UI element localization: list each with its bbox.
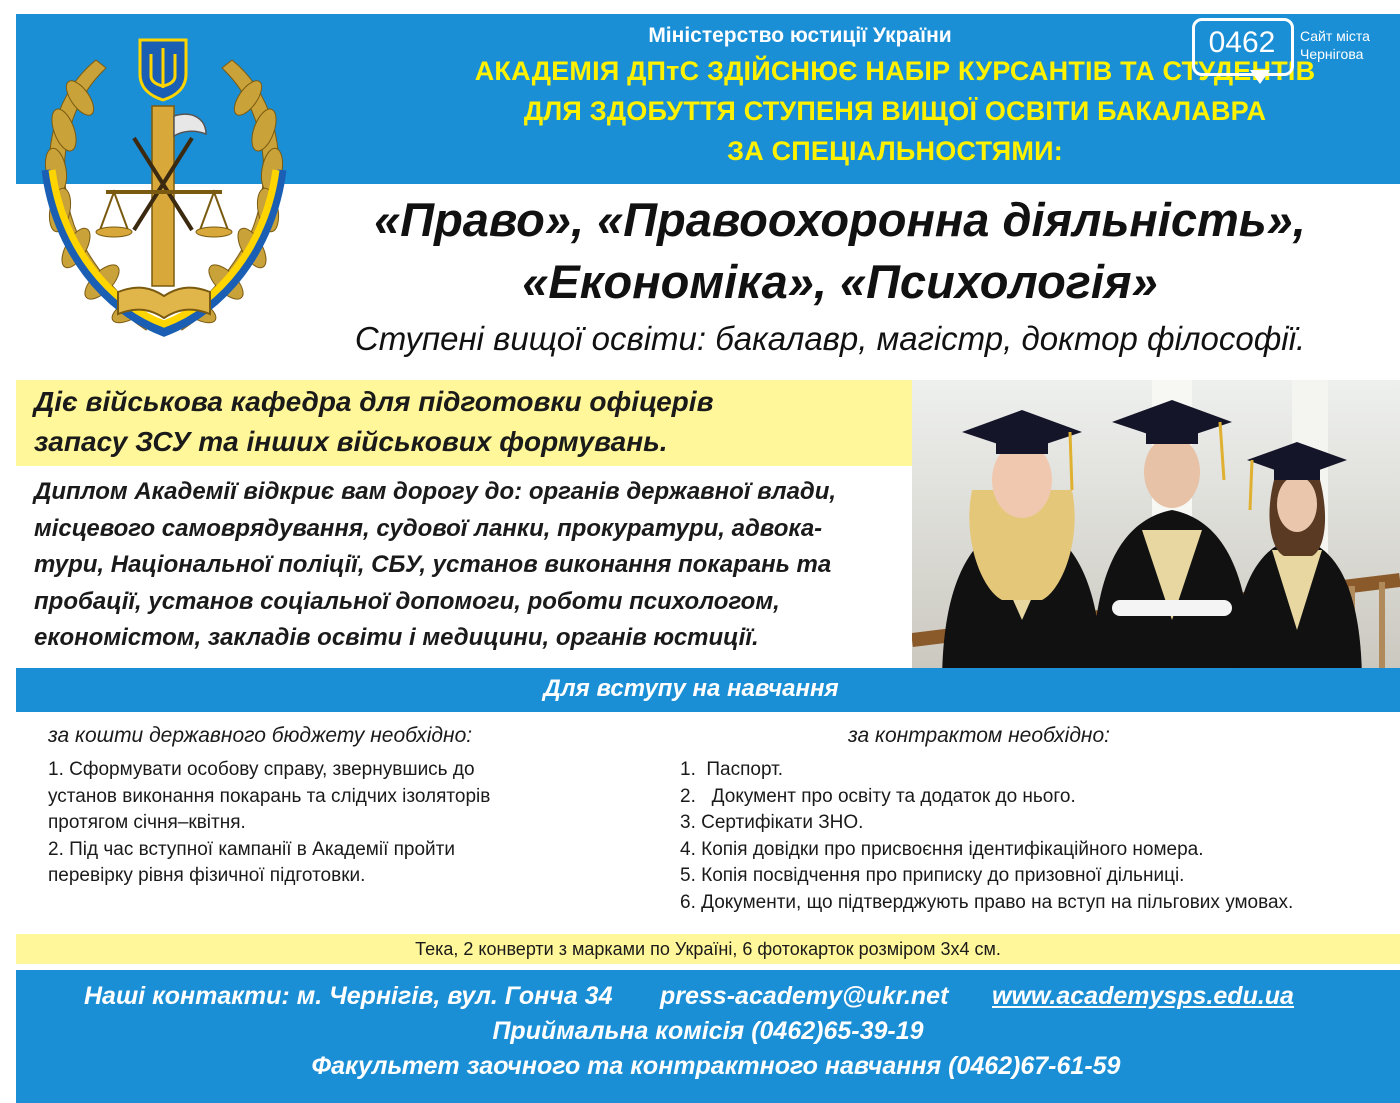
diploma-line: пробації, установ соціальної допомоги, роботи психологом,: [34, 587, 780, 615]
list-item: перевірку рівня фізичної підготовки.: [48, 865, 366, 886]
site-logo-line-1: Сайт міста: [1300, 28, 1370, 44]
site-logo-line-2: Чернігова: [1300, 46, 1364, 62]
list-item: 4. Копія довідки про присвоєння ідентифікаційного номера.: [680, 838, 1204, 860]
budget-list: [48, 757, 588, 890]
diploma-line: Диплом Академії відкриє вам дорогу до: органів державної влади,: [34, 478, 837, 505]
header-line-3: ЗА СПЕЦІАЛЬНОСТЯМИ:: [727, 136, 1063, 166]
contact-email-link[interactable]: press-academy@ukr.net: [660, 982, 949, 1010]
faculty-phone: Факультет заочного та контрактного навчання (0462)67-61-59: [311, 1052, 1121, 1080]
admission-title: Для вступу на навчання: [543, 675, 839, 702]
ministry-title: Міністерство юстиції України: [648, 24, 952, 47]
documents-note: Тека, 2 конверти з марками по Україні, 6 фотокарток розміром 3х4 см.: [415, 939, 1001, 959]
list-item: 2. Документ про освіту та додаток до нього.: [680, 785, 1076, 807]
admission-office-phone: Приймальна комісія (0462)65-39-19: [492, 1017, 924, 1045]
site-logo-number: 0462: [1208, 26, 1276, 59]
budget-heading: за кошти державного бюджету необхідно:: [48, 724, 473, 747]
header-line-2: ДЛЯ ЗДОБУТТЯ СТУПЕНЯ ВИЩОЇ ОСВІТИ БАКАЛАВРА: [523, 96, 1267, 126]
specialties-line-1: «Право», «Правоохоронна діяльність»,: [374, 193, 1306, 246]
military-text: [34, 382, 904, 462]
graduates-photo: [912, 380, 1400, 685]
list-item: установ виконання покарань та слідчих ізоляторів: [48, 785, 491, 807]
diploma-line: місцевого самоврядування, судової ланки, прокуратури, адвока-: [34, 514, 823, 542]
diploma-line: економістом, закладів освіти і медицини, органів юстиції.: [34, 624, 759, 651]
contract-heading: за контрактом необхідно:: [848, 724, 1110, 747]
military-line-2: запасу ЗСУ та інших військових формувань.: [34, 426, 668, 457]
list-item: 5. Копія посвідчення про приписку до призовної дільниці.: [680, 865, 1185, 886]
military-line-1: Діє військова кафедра для підготовки офіцерів: [34, 386, 714, 417]
list-item: 2. Під час вступної кампанії в Академії пройти: [48, 838, 455, 860]
contact-address: Наші контакти: м. Чернігів, вул. Гонча 34: [84, 982, 613, 1010]
list-item: 6. Документи, що підтверджують право на вступ на пільгових умовах.: [680, 891, 1294, 913]
diploma-text: [34, 474, 914, 657]
academy-emblem-icon: [26, 20, 302, 344]
specialties-line-2: «Економіка», «Психологія»: [522, 255, 1158, 308]
list-item: 1. Паспорт.: [680, 759, 784, 780]
diploma-line: тури, Національної поліції, СБУ, установ виконання покарань та: [34, 551, 832, 578]
site-logo[interactable]: [1192, 18, 1400, 92]
list-item: 1. Сформувати особову справу, звернувшись до: [48, 759, 475, 780]
speech-bubble-tail: [1250, 70, 1270, 84]
degrees-text: Ступені вищої освіти: бакалавр, магістр, доктор філософії.: [354, 320, 1306, 357]
website-link[interactable]: www.academysps.edu.ua: [992, 982, 1294, 1010]
list-item: протягом січня–квітня.: [48, 812, 246, 833]
list-item: 3. Сертифікати ЗНО.: [680, 812, 864, 833]
contract-list: [680, 757, 1400, 916]
header-line-1: АКАДЕМІЯ ДПтС ЗДІЙСНЮЄ НАБІР КУРСАНТІВ ТА СТУДЕНТІВ: [474, 56, 1316, 86]
